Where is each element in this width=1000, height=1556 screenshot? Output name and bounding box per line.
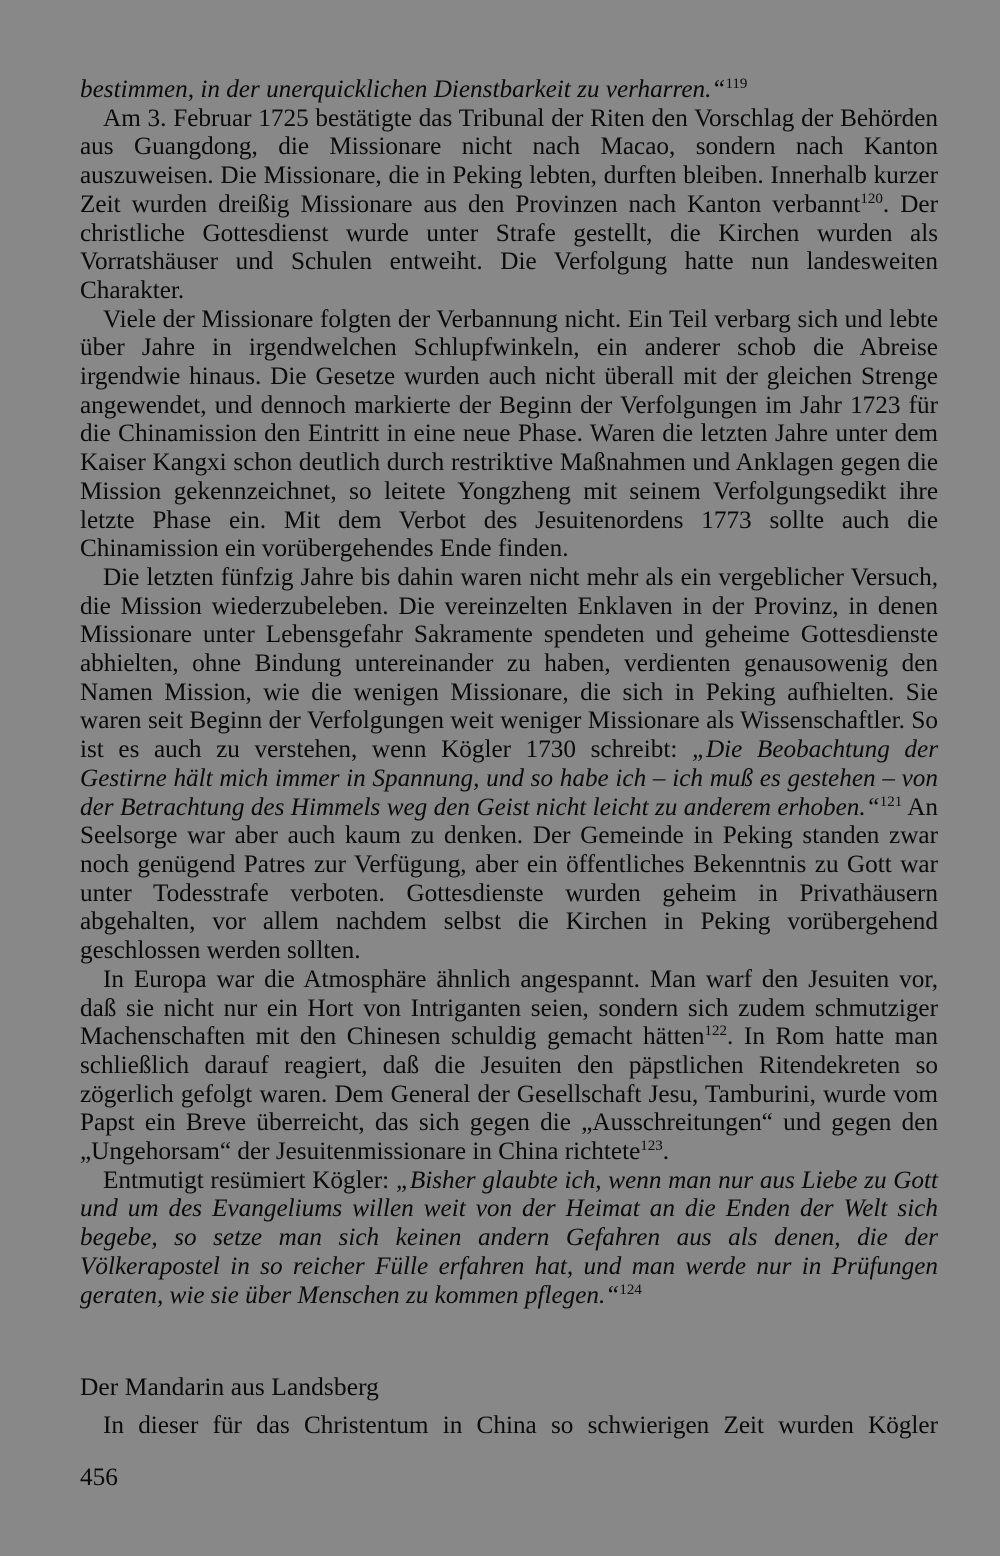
paragraph: [80, 564, 938, 966]
paragraph: [80, 306, 938, 564]
body-text: [80, 76, 938, 1310]
paragraph: [80, 966, 938, 1167]
quote-text: „Die Beobachtung der Gestirne hält mich immer in Spannung, und so habe ich – ich muß es gestehen – von der Betrachtung des Himmels weg den Geist nicht leicht zu anderem erhoben.“: [80, 736, 938, 821]
footnote-ref: 124: [619, 1281, 642, 1298]
footnote-ref: 122: [704, 1023, 728, 1040]
footnote-ref: 119: [725, 76, 748, 92]
paragraph-text: Am 3. Februar 1725 bestätigte das Tribunal der Riten den Vorschlag der Behörden aus Guangdong, die Missionare nicht nach Macao, sondern nach Kanton auszuweisen. Die Missionare, die in Peking lebten, durften bleiben. Innerhalb kurzer Zeit wurden dreißig Missionare aus den Provinzen nach Kanton verbannt: [80, 104, 938, 218]
paragraph-text: Entmutigt resümiert Kögler:: [103, 1166, 396, 1194]
quote-text: bestimmen, in der unerquicklichen Dienstbarkeit zu verharren.“: [80, 76, 726, 103]
paragraph-text: Die letzten fünfzig Jahre bis dahin waren nicht mehr als ein vergeblicher Versuch, die Mission wiederzubeleben. Die vereinzelten Enklaven in der Provinz, in denen Missionare unter Lebensgefahr Sakramente spendeten und geheime Gottesdienste abhielten, ohne Bindung untereinander zu haben, verdienten genausowenig den Namen Mission, wie die wenigen Missionare, die sich in Peking aufhielten. Sie waren seit Beginn der Verfolgungen weit weniger Missionare als Wissenschaftler. So ist es auch zu verstehen, wenn Kögler 1730 schreibt:: [80, 563, 938, 764]
paragraph-text: . Der christliche Gottesdienst wurde unter Strafe gestellt, die Kirchen wurden als Vorratshäuser und Schulen entweiht. Die Verfolgung hatte nun landesweiten Charakter.: [80, 190, 938, 304]
quote-text: „Bisher glaubte ich, wenn man nur aus Liebe zu Gott und um des Evangeliums willen weit von der Heimat an die Enden der Welt sich begebe, so setze man sich keinen andern Gefahren aus als denen, die der Völkerapostel in so reicher Fülle erfahren hat, und man werde nur in Prüfungen geraten, wie sie über Menschen zu kommen pflegen.“: [80, 1166, 938, 1309]
section-heading: Der Mandarin aus Landsberg: [80, 1373, 379, 1401]
paragraph: [80, 1167, 938, 1311]
paragraph-text: An Seelsorge war aber auch kaum zu denken. Der Gemeinde in Peking standen zwar noch genügend Patres zur Verfügung, aber ein öffentliches Bekenntnis zu Gott war unter Todesstrafe verboten. Gottesdienste wurden geheim in Privathäusern abgehalten, vor allem nachdem selbst die Kirchen in Peking vorübergehend geschlossen werden sollten.: [80, 793, 938, 965]
paragraph: [80, 105, 938, 306]
paragraph-text: In Europa war die Atmosphäre ähnlich angespannt. Man warf den Jesuiten vor, daß sie nicht nur ein Hort von Intriganten seien, sondern sich zudem schmutziger Machenschaften mit den Chinesen schuldig gemacht hätten: [80, 965, 938, 1051]
paragraph-text: Viele der Missionare folgten der Verbannung nicht. Ein Teil verbarg sich und lebte über Jahre in irgendwelchen Schlupfwinkeln, ein anderer schob die Abreise irgendwie hinaus. Die Gesetze wurden auch nicht überall mit der gleichen Strenge angewendet, und dennoch markierte der Beginn der Verfolgungen im Jahr 1723 für die Chinamission den Eintritt in eine neue Phase. Waren die letzten Jahre unter dem Kaiser Kangxi schon deutlich durch restriktive Maßnahmen und Anklagen gegen die Mission gekennzeichnet, so leitete Yongzheng mit seinem Verfolgungsedikt ihre letzte Phase ein. Mit dem Verbot des Jesuitenordens 1773 sollte auch die Chinamission ein vorübergehendes Ende finden.: [80, 305, 938, 563]
page-number: 456: [80, 1464, 118, 1491]
footnote-ref: 121: [879, 793, 903, 810]
paragraph-quote-continuation: [80, 76, 938, 105]
footnote-ref: 123: [640, 1138, 663, 1155]
paragraph-start: In dieser für das Christentum in China so schwierigen Zeit wurden Kögler: [103, 1412, 938, 1439]
paragraph-text: . In Rom hatte man schließlich darauf reagiert, daß die Jesuiten den päpstlichen Ritendekreten so zögerlich gefolgt waren. Dem General der Gesellschaft Jesu, Tamburini, wurde vom Papst ein Breve überreicht, das sich gegen die „Ausschreitungen“ und gegen den „Ungehorsam“ der Jesuitenmissionare in China richtete: [80, 1023, 938, 1166]
paragraph-text: .: [662, 1138, 670, 1166]
footnote-ref: 120: [860, 190, 883, 207]
